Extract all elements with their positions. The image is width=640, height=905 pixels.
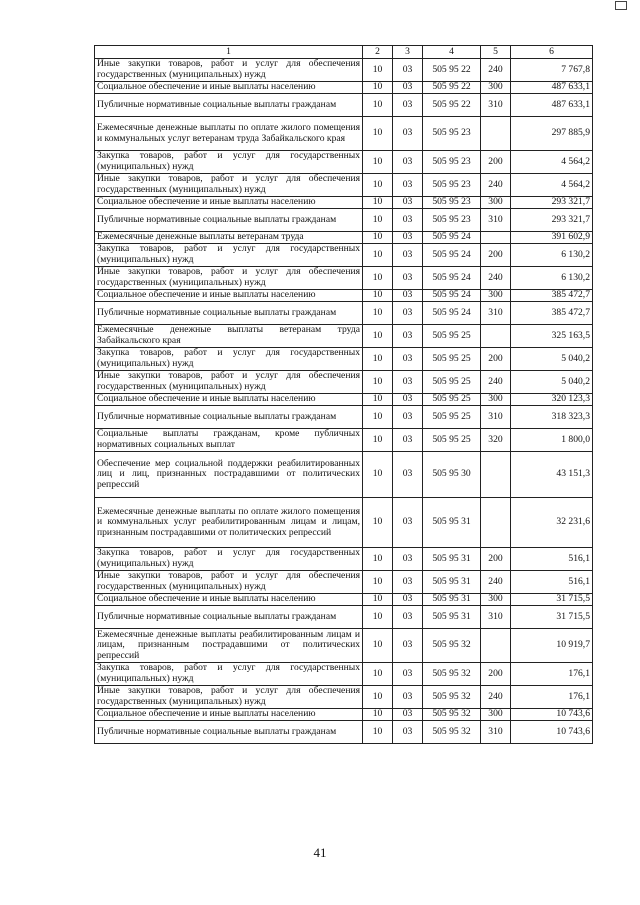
section-code-cell: 10 (363, 429, 393, 452)
row-name-cell: Публичные нормативные социальные выплаты гражданам (95, 94, 363, 117)
target-article-cell: 505 95 31 (423, 498, 481, 548)
table-row (95, 548, 593, 571)
amount-cell: 385 472,7 (511, 302, 593, 325)
expense-type-cell: 310 (481, 406, 511, 429)
subsection-code-cell: 03 (393, 498, 423, 548)
expense-type-cell: 200 (481, 244, 511, 267)
section-code-cell: 10 (363, 498, 393, 548)
table-row (95, 571, 593, 594)
row-name-cell: Ежемесячные денежные выплаты ветеранам труда (95, 232, 363, 244)
section-code-cell: 10 (363, 244, 393, 267)
page-number: 41 (313, 845, 327, 860)
expense-type-cell: 310 (481, 721, 511, 744)
expense-type-cell (481, 452, 511, 498)
table-row (95, 267, 593, 290)
target-article-cell: 505 95 25 (423, 325, 481, 348)
expense-type-cell: 300 (481, 394, 511, 406)
subsection-code-cell: 03 (393, 209, 423, 232)
section-code-cell: 10 (363, 117, 393, 151)
expense-type-cell (481, 629, 511, 663)
expense-type-cell (481, 498, 511, 548)
row-name-cell: Публичные нормативные социальные выплаты гражданам (95, 406, 363, 429)
amount-cell: 487 633,1 (511, 94, 593, 117)
section-code-cell: 10 (363, 548, 393, 571)
table-row (95, 209, 593, 232)
section-code-cell: 10 (363, 594, 393, 606)
row-name-cell: Закупка товаров, работ и услуг для государственных (муниципальных) нужд (95, 244, 363, 267)
expense-type-cell: 300 (481, 594, 511, 606)
table-row (95, 348, 593, 371)
subsection-code-cell: 03 (393, 548, 423, 571)
table-row (95, 606, 593, 629)
section-code-cell: 10 (363, 709, 393, 721)
column-header: 2 (363, 46, 393, 59)
amount-cell: 10 743,6 (511, 721, 593, 744)
expense-type-cell: 300 (481, 290, 511, 302)
section-code-cell: 10 (363, 267, 393, 290)
amount-cell: 10 919,7 (511, 629, 593, 663)
table-row (95, 594, 593, 606)
row-name-cell: Социальные выплаты гражданам, кроме публичных нормативных социальных выплат (95, 429, 363, 452)
amount-cell: 487 633,1 (511, 82, 593, 94)
section-code-cell: 10 (363, 325, 393, 348)
section-code-cell: 10 (363, 82, 393, 94)
row-name-cell: Публичные нормативные социальные выплаты гражданам (95, 606, 363, 629)
subsection-code-cell: 03 (393, 709, 423, 721)
row-name-cell: Ежемесячные денежные выплаты по оплате жилого помещения и коммунальных услуг ветеранам труда Забайкальского края (95, 117, 363, 151)
budget-table (94, 45, 593, 744)
amount-cell: 6 130,2 (511, 267, 593, 290)
amount-cell: 318 323,3 (511, 406, 593, 429)
amount-cell: 31 715,5 (511, 606, 593, 629)
table-row (95, 290, 593, 302)
row-name-cell: Социальное обеспечение и иные выплаты населению (95, 197, 363, 209)
row-name-cell: Обеспечение мер социальной поддержки реабилитированных лиц и лиц, признанных пострадавшими от политических репрессий (95, 452, 363, 498)
amount-cell: 1 800,0 (511, 429, 593, 452)
expense-type-cell: 240 (481, 371, 511, 394)
row-name-cell: Публичные нормативные социальные выплаты гражданам (95, 721, 363, 744)
expense-type-cell: 200 (481, 663, 511, 686)
subsection-code-cell: 03 (393, 663, 423, 686)
amount-cell: 325 163,5 (511, 325, 593, 348)
section-code-cell: 10 (363, 406, 393, 429)
table-row (95, 721, 593, 744)
subsection-code-cell: 03 (393, 406, 423, 429)
expense-type-cell: 300 (481, 197, 511, 209)
table-header-row (95, 46, 593, 59)
target-article-cell: 505 95 23 (423, 151, 481, 174)
target-article-cell: 505 95 24 (423, 302, 481, 325)
subsection-code-cell: 03 (393, 394, 423, 406)
target-article-cell: 505 95 31 (423, 594, 481, 606)
row-name-cell: Иные закупки товаров, работ и услуг для обеспечения государственных (муниципальных) нужд (95, 267, 363, 290)
section-code-cell: 10 (363, 663, 393, 686)
subsection-code-cell: 03 (393, 571, 423, 594)
table-row (95, 197, 593, 209)
expense-type-cell: 200 (481, 548, 511, 571)
table-body (95, 59, 593, 744)
expense-type-cell: 240 (481, 174, 511, 197)
subsection-code-cell: 03 (393, 721, 423, 744)
expense-type-cell: 240 (481, 267, 511, 290)
target-article-cell: 505 95 32 (423, 721, 481, 744)
amount-cell: 5 040,2 (511, 371, 593, 394)
table-row (95, 232, 593, 244)
row-name-cell: Иные закупки товаров, работ и услуг для обеспечения государственных (муниципальных) нужд (95, 59, 363, 82)
amount-cell: 31 715,5 (511, 594, 593, 606)
target-article-cell: 505 95 25 (423, 371, 481, 394)
amount-cell: 43 151,3 (511, 452, 593, 498)
row-name-cell: Социальное обеспечение и иные выплаты населению (95, 394, 363, 406)
table-row (95, 117, 593, 151)
subsection-code-cell: 03 (393, 232, 423, 244)
section-code-cell: 10 (363, 452, 393, 498)
expense-type-cell: 240 (481, 59, 511, 82)
row-name-cell: Социальное обеспечение и иные выплаты населению (95, 290, 363, 302)
table-row (95, 498, 593, 548)
target-article-cell: 505 95 32 (423, 686, 481, 709)
table-row (95, 709, 593, 721)
amount-cell: 7 767,8 (511, 59, 593, 82)
subsection-code-cell: 03 (393, 325, 423, 348)
target-article-cell: 505 95 32 (423, 629, 481, 663)
target-article-cell: 505 95 23 (423, 117, 481, 151)
table-row (95, 82, 593, 94)
expense-type-cell: 200 (481, 348, 511, 371)
row-name-cell: Закупка товаров, работ и услуг для государственных (муниципальных) нужд (95, 348, 363, 371)
subsection-code-cell: 03 (393, 606, 423, 629)
table-row (95, 663, 593, 686)
section-code-cell: 10 (363, 348, 393, 371)
section-code-cell: 10 (363, 290, 393, 302)
expense-type-cell: 200 (481, 151, 511, 174)
amount-cell: 516,1 (511, 571, 593, 594)
amount-cell: 385 472,7 (511, 290, 593, 302)
subsection-code-cell: 03 (393, 174, 423, 197)
table-row (95, 94, 593, 117)
expense-type-cell: 310 (481, 302, 511, 325)
amount-cell: 5 040,2 (511, 348, 593, 371)
expense-type-cell (481, 117, 511, 151)
amount-cell: 4 564,2 (511, 174, 593, 197)
row-name-cell: Иные закупки товаров, работ и услуг для обеспечения государственных (муниципальных) нужд (95, 686, 363, 709)
row-name-cell: Социальное обеспечение и иные выплаты населению (95, 82, 363, 94)
target-article-cell: 505 95 32 (423, 709, 481, 721)
target-article-cell: 505 95 23 (423, 209, 481, 232)
target-article-cell: 505 95 32 (423, 663, 481, 686)
page-corner-mark (615, 1, 627, 10)
target-article-cell: 505 95 24 (423, 290, 481, 302)
target-article-cell: 505 95 31 (423, 571, 481, 594)
target-article-cell: 505 95 24 (423, 244, 481, 267)
expense-type-cell (481, 232, 511, 244)
target-article-cell: 505 95 30 (423, 452, 481, 498)
target-article-cell: 505 95 24 (423, 232, 481, 244)
section-code-cell: 10 (363, 197, 393, 209)
amount-cell: 293 321,7 (511, 209, 593, 232)
subsection-code-cell: 03 (393, 686, 423, 709)
expense-type-cell: 320 (481, 429, 511, 452)
subsection-code-cell: 03 (393, 594, 423, 606)
section-code-cell: 10 (363, 629, 393, 663)
section-code-cell: 10 (363, 232, 393, 244)
row-name-cell: Закупка товаров, работ и услуг для государственных (муниципальных) нужд (95, 548, 363, 571)
subsection-code-cell: 03 (393, 290, 423, 302)
amount-cell: 516,1 (511, 548, 593, 571)
subsection-code-cell: 03 (393, 82, 423, 94)
target-article-cell: 505 95 22 (423, 59, 481, 82)
table-row (95, 174, 593, 197)
subsection-code-cell: 03 (393, 244, 423, 267)
target-article-cell: 505 95 24 (423, 267, 481, 290)
row-name-cell: Ежемесячные денежные выплаты ветеранам труда Забайкальского края (95, 325, 363, 348)
column-header: 5 (481, 46, 511, 59)
section-code-cell: 10 (363, 394, 393, 406)
table-row (95, 325, 593, 348)
section-code-cell: 10 (363, 571, 393, 594)
subsection-code-cell: 03 (393, 267, 423, 290)
amount-cell: 10 743,6 (511, 709, 593, 721)
table-row (95, 59, 593, 82)
section-code-cell: 10 (363, 151, 393, 174)
expense-type-cell: 310 (481, 606, 511, 629)
subsection-code-cell: 03 (393, 452, 423, 498)
row-name-cell: Публичные нормативные социальные выплаты гражданам (95, 302, 363, 325)
row-name-cell: Иные закупки товаров, работ и услуг для обеспечения государственных (муниципальных) нужд (95, 371, 363, 394)
table-row (95, 151, 593, 174)
row-name-cell: Закупка товаров, работ и услуг для государственных (муниципальных) нужд (95, 663, 363, 686)
section-code-cell: 10 (363, 302, 393, 325)
row-name-cell: Ежемесячные денежные выплаты реабилитированным лицам и лицам, признанным пострадавшими от политических репрессий (95, 629, 363, 663)
amount-cell: 293 321,7 (511, 197, 593, 209)
expense-type-cell: 310 (481, 94, 511, 117)
table-row (95, 244, 593, 267)
row-name-cell: Ежемесячные денежные выплаты по оплате жилого помещения и коммунальных услуг реабилитированным лицам и лицам, признанным пострадавшими от политических репрессий (95, 498, 363, 548)
amount-cell: 4 564,2 (511, 151, 593, 174)
column-header: 6 (511, 46, 593, 59)
target-article-cell: 505 95 22 (423, 82, 481, 94)
table-row (95, 394, 593, 406)
table-row (95, 302, 593, 325)
table-row (95, 406, 593, 429)
subsection-code-cell: 03 (393, 429, 423, 452)
subsection-code-cell: 03 (393, 629, 423, 663)
target-article-cell: 505 95 25 (423, 394, 481, 406)
amount-cell: 176,1 (511, 663, 593, 686)
amount-cell: 391 602,9 (511, 232, 593, 244)
subsection-code-cell: 03 (393, 59, 423, 82)
expense-type-cell (481, 325, 511, 348)
row-name-cell: Социальное обеспечение и иные выплаты населению (95, 594, 363, 606)
section-code-cell: 10 (363, 174, 393, 197)
table-row (95, 429, 593, 452)
section-code-cell: 10 (363, 371, 393, 394)
expense-type-cell: 240 (481, 571, 511, 594)
subsection-code-cell: 03 (393, 151, 423, 174)
section-code-cell: 10 (363, 94, 393, 117)
target-article-cell: 505 95 23 (423, 174, 481, 197)
section-code-cell: 10 (363, 59, 393, 82)
expense-type-cell: 300 (481, 82, 511, 94)
section-code-cell: 10 (363, 606, 393, 629)
amount-cell: 6 130,2 (511, 244, 593, 267)
target-article-cell: 505 95 31 (423, 606, 481, 629)
row-name-cell: Социальное обеспечение и иные выплаты населению (95, 709, 363, 721)
target-article-cell: 505 95 22 (423, 94, 481, 117)
target-article-cell: 505 95 23 (423, 197, 481, 209)
row-name-cell: Иные закупки товаров, работ и услуг для обеспечения государственных (муниципальных) нужд (95, 174, 363, 197)
row-name-cell: Иные закупки товаров, работ и услуг для обеспечения государственных (муниципальных) нужд (95, 571, 363, 594)
subsection-code-cell: 03 (393, 197, 423, 209)
subsection-code-cell: 03 (393, 117, 423, 151)
target-article-cell: 505 95 25 (423, 406, 481, 429)
section-code-cell: 10 (363, 686, 393, 709)
table-row (95, 452, 593, 498)
target-article-cell: 505 95 25 (423, 348, 481, 371)
table-row (95, 629, 593, 663)
target-article-cell: 505 95 31 (423, 548, 481, 571)
amount-cell: 320 123,3 (511, 394, 593, 406)
subsection-code-cell: 03 (393, 302, 423, 325)
expense-type-cell: 300 (481, 709, 511, 721)
section-code-cell: 10 (363, 209, 393, 232)
column-header: 3 (393, 46, 423, 59)
table-row (95, 371, 593, 394)
column-header: 1 (95, 46, 363, 59)
expense-type-cell: 310 (481, 209, 511, 232)
amount-cell: 32 231,6 (511, 498, 593, 548)
section-code-cell: 10 (363, 721, 393, 744)
row-name-cell: Закупка товаров, работ и услуг для государственных (муниципальных) нужд (95, 151, 363, 174)
amount-cell: 176,1 (511, 686, 593, 709)
row-name-cell: Публичные нормативные социальные выплаты гражданам (95, 209, 363, 232)
subsection-code-cell: 03 (393, 94, 423, 117)
subsection-code-cell: 03 (393, 348, 423, 371)
expense-type-cell: 240 (481, 686, 511, 709)
table-row (95, 686, 593, 709)
amount-cell: 297 885,9 (511, 117, 593, 151)
column-header: 4 (423, 46, 481, 59)
subsection-code-cell: 03 (393, 371, 423, 394)
target-article-cell: 505 95 25 (423, 429, 481, 452)
